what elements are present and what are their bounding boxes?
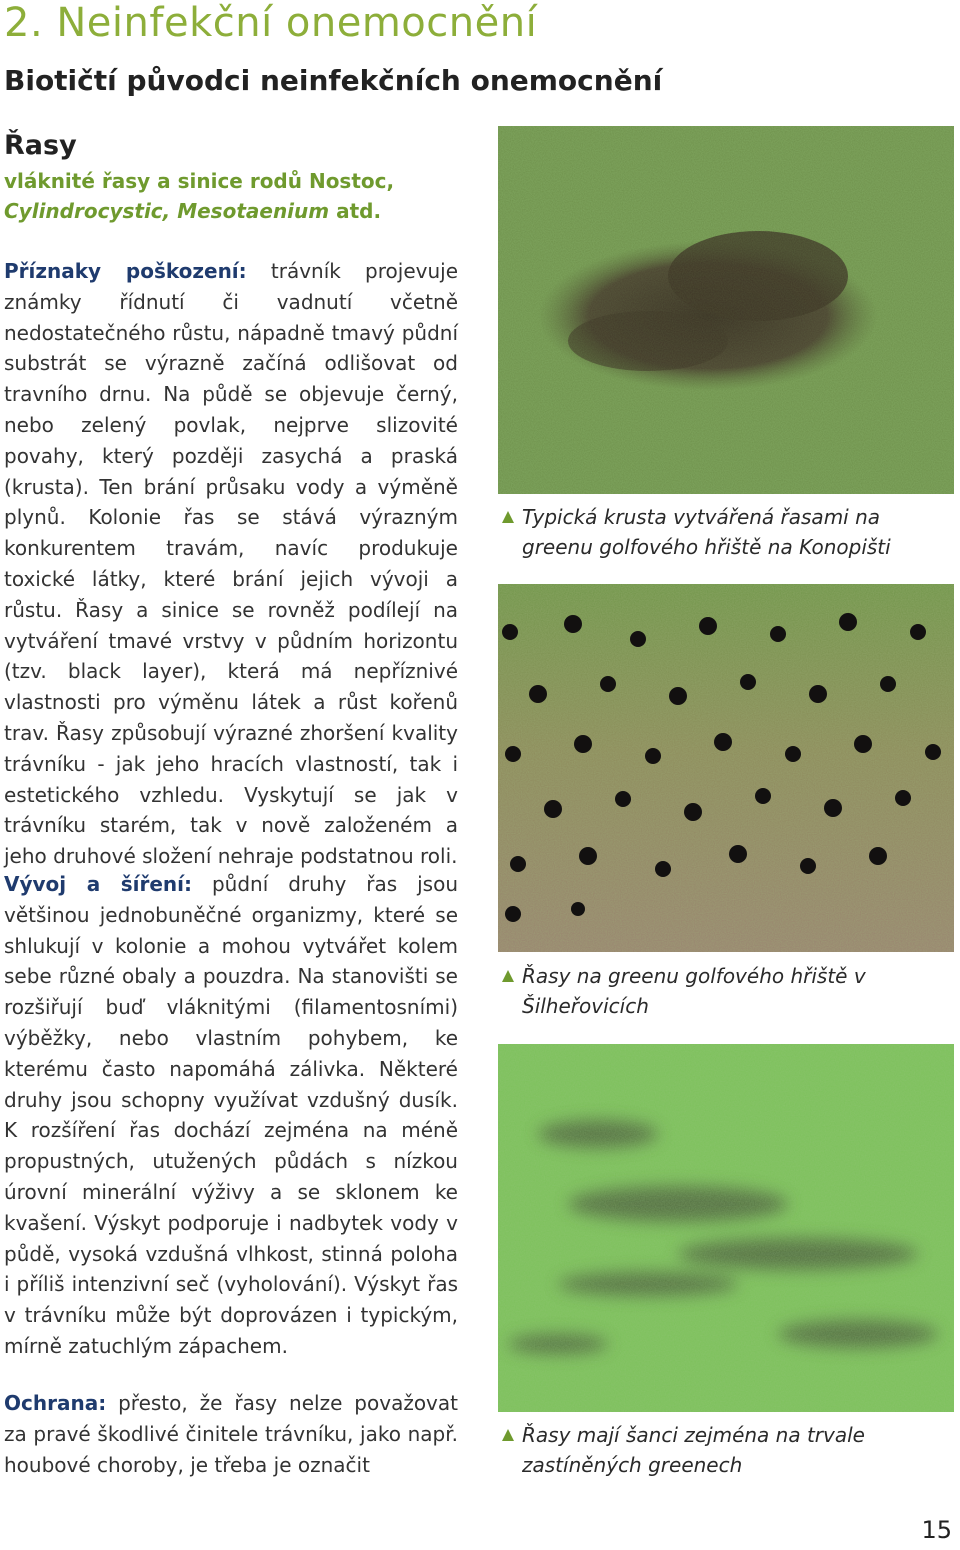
caption-text: Typická krusta vytvářená řasami na greenu golfového hřiště na Konopišti xyxy=(522,505,891,559)
chapter-title: 2. Neinfekční onemocnění xyxy=(4,0,538,46)
page-subtitle: Biotičtí původci neinfekčních onemocnění xyxy=(4,64,663,97)
species-suffix: atd. xyxy=(329,199,382,223)
paragraph-lead: Příznaky poškození: xyxy=(4,259,247,283)
paragraph-lead: Ochrana: xyxy=(4,1391,107,1415)
species-list xyxy=(4,166,444,226)
photo-algae-crust xyxy=(498,126,954,494)
paragraph-text: trávník projevuje známky řídnutí či vadnutí včetně nedostatečného růstu, nápadně tmavý půdní substrát se výrazně začíná odlišovat od travního drnu. Na půdě se objevuje černý, nebo zelený povlak, nejprve slizovité povahy, který později zasychá a praská (krusta). Ten brání průsaku vody a výměně plynů. Kolonie řas se stává výrazným konkurentem travám, navíc produkuje toxické látky, které brání jejich vývoji a růstu. Řasy a sinice se rovněž podílejí na vytváření tmavé vrstvy v půdním horizontu (tzv. black layer), která má nepříznivé vlastnosti pro výměnu látek a růst kořenů trav. Řasy způsobují výrazné zhoršení kvality trávníku - jak jeho hracích vlastností, tak i estetického vzhledu. Vyskytují se jak v trávníku starém, tak v nově založeném a jeho druhové složení nehraje podstatnou roli. xyxy=(4,259,458,869)
paragraph-text: přesto, že řasy nelze považovat za pravé škodlivé činitele trávníku, jako např. houbové choroby, je třeba je označit xyxy=(4,1391,458,1477)
paragraph-symptoms xyxy=(4,256,458,872)
caption-text: Řasy na greenu golfového hřiště v Šilheřovicích xyxy=(522,964,866,1018)
caption-photo-1 xyxy=(498,502,954,562)
paragraph-lead: Vývoj a šíření: xyxy=(4,872,193,896)
photo-algae-shaded-green xyxy=(498,1044,954,1412)
photo-algae-holes xyxy=(498,584,954,952)
caption-photo-3 xyxy=(498,1420,954,1480)
caption-triangle-icon xyxy=(502,511,514,523)
caption-triangle-icon xyxy=(502,970,514,982)
species-latin: Cylindrocystic, Mesotaenium xyxy=(4,199,330,223)
caption-photo-2 xyxy=(498,961,954,1021)
paragraph-text: půdní druhy řas jsou většinou jednobuněčné organizmy, které se shlukují v kolonie a mohou vytvářet kolem sebe různé obaly a pouzdra. Na stanovišti se rozšiřují buď vláknitými (filamentosními) výběžky, nebo vlastním pohybem, ke kterému často napomáhá zálivka. Některé druhy jsou schopny využívat vzdušný dusík. K rozšíření řas dochází zejména na méně propustných, utužených půdách s nízkou úrovní minerální výživy a se sklonem ke kvašení. Výskyt podporuje i nadbytek vody v půdě, vysoká vzdušná vlhkost, stinná poloha i příliš intenzivní seč (vyholování). Výskyt řas v trávníku může být doprovázen i typickým, mírně zatuchlým zápachem. xyxy=(4,872,458,1358)
caption-text: Řasy mají šanci zejména na trvale zastíněných greenech xyxy=(522,1423,865,1477)
species-line: vláknité řasy a sinice rodů Nostoc, xyxy=(4,169,395,193)
page-number: 15 xyxy=(921,1516,952,1544)
caption-triangle-icon xyxy=(502,1429,514,1441)
paragraph-protection xyxy=(4,1388,458,1480)
section-title: Řasy xyxy=(4,130,77,161)
paragraph-development xyxy=(4,869,458,1362)
